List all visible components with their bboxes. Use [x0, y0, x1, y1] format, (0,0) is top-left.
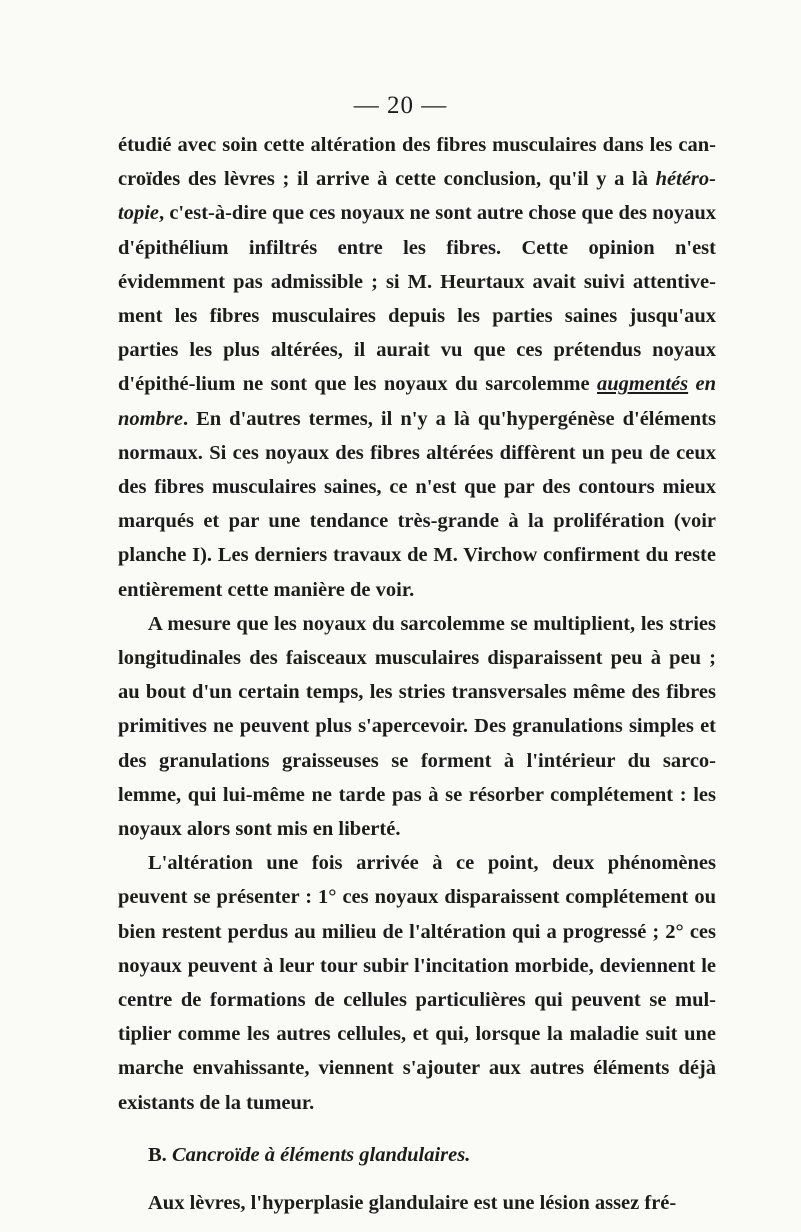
paragraph-2: A mesure que les noyaux du sarcolemme se multiplient, les stries longitudinales des faisceaux musculaires disparaissent peu à peu ; au bout d'un certain temps, les stries transversales même des fibres primitives ne peuvent plus s'apercevoir. Des granulations simples et des granulations graisseuses se forment à l'intérieur du sarco-lemme, qui lui-même ne tarde pas à se résorber complétement : les noyaux alors sont mis en liberté. [118, 612, 716, 841]
section-title: Cancroïde à éléments glandulaires. [171, 1143, 471, 1166]
paragraph-1-text-a: étudié avec soin cette altération des fibres musculaires dans les can-croïdes des lèvres ; il arrive à cette conclusion, qu'il y a là [118, 134, 716, 191]
paragraph-3: L'altération une fois arrivée à ce point, deux phénomènes peuvent se présenter : 1° ces noyaux disparaissent complétement ou bien restent perdus au milieu de l'altération qui a progressé ; 2° ces noyaux peuvent à leur tour subir l'incitation morbide, deviennent le centre de formations de cellules particulières qui peuvent se mul-tiplier comme les autres cellules, et qui, lorsque la maladie suit une marche envahissante, viennent s'ajouter aux autres éléments déjà existants de la tumeur. [118, 852, 716, 1114]
section-heading [118, 1138, 716, 1172]
paragraph-1 [118, 128, 716, 607]
paragraph-4: Aux lèvres, l'hyperplasie glandulaire est une lésion assez fré- [148, 1192, 677, 1215]
term-heterotopie: hétéro-topie [118, 168, 716, 225]
page-number: — 20 — [353, 92, 448, 119]
term-augmentes: augmentés [596, 373, 689, 396]
section-letter: B. [148, 1143, 167, 1166]
page-body [118, 128, 716, 1220]
term-en-nombre: en nombre [118, 373, 716, 430]
paragraph-1-text-b: , c'est-à-dire que ces noyaux ne sont autre chose que des noyaux d'épithélium infiltrés entre les fibres. Cette opinion n'est évidemment pas admissible ; si M. Heurtaux avait suivi attentive-ment les fibres musculaires depuis les parties saines jusqu'aux parties les plus altérées, il aurait vu que ces prétendus noyaux d'épithé-lium ne sont que les noyaux du sarcolemme [118, 202, 716, 396]
paragraph-1-text-c: . En d'autres termes, il n'y a là qu'hypergénèse d'éléments normaux. Si ces noyaux des fibres altérées diffèrent un peu de ceux des fibres musculaires saines, ce n'est que par des contours mieux marqués et par une tendance très-grande à la prolifération (voir planche I). Les derniers travaux de M. Virchow confirment du reste entièrement cette manière de voir. [118, 407, 716, 601]
